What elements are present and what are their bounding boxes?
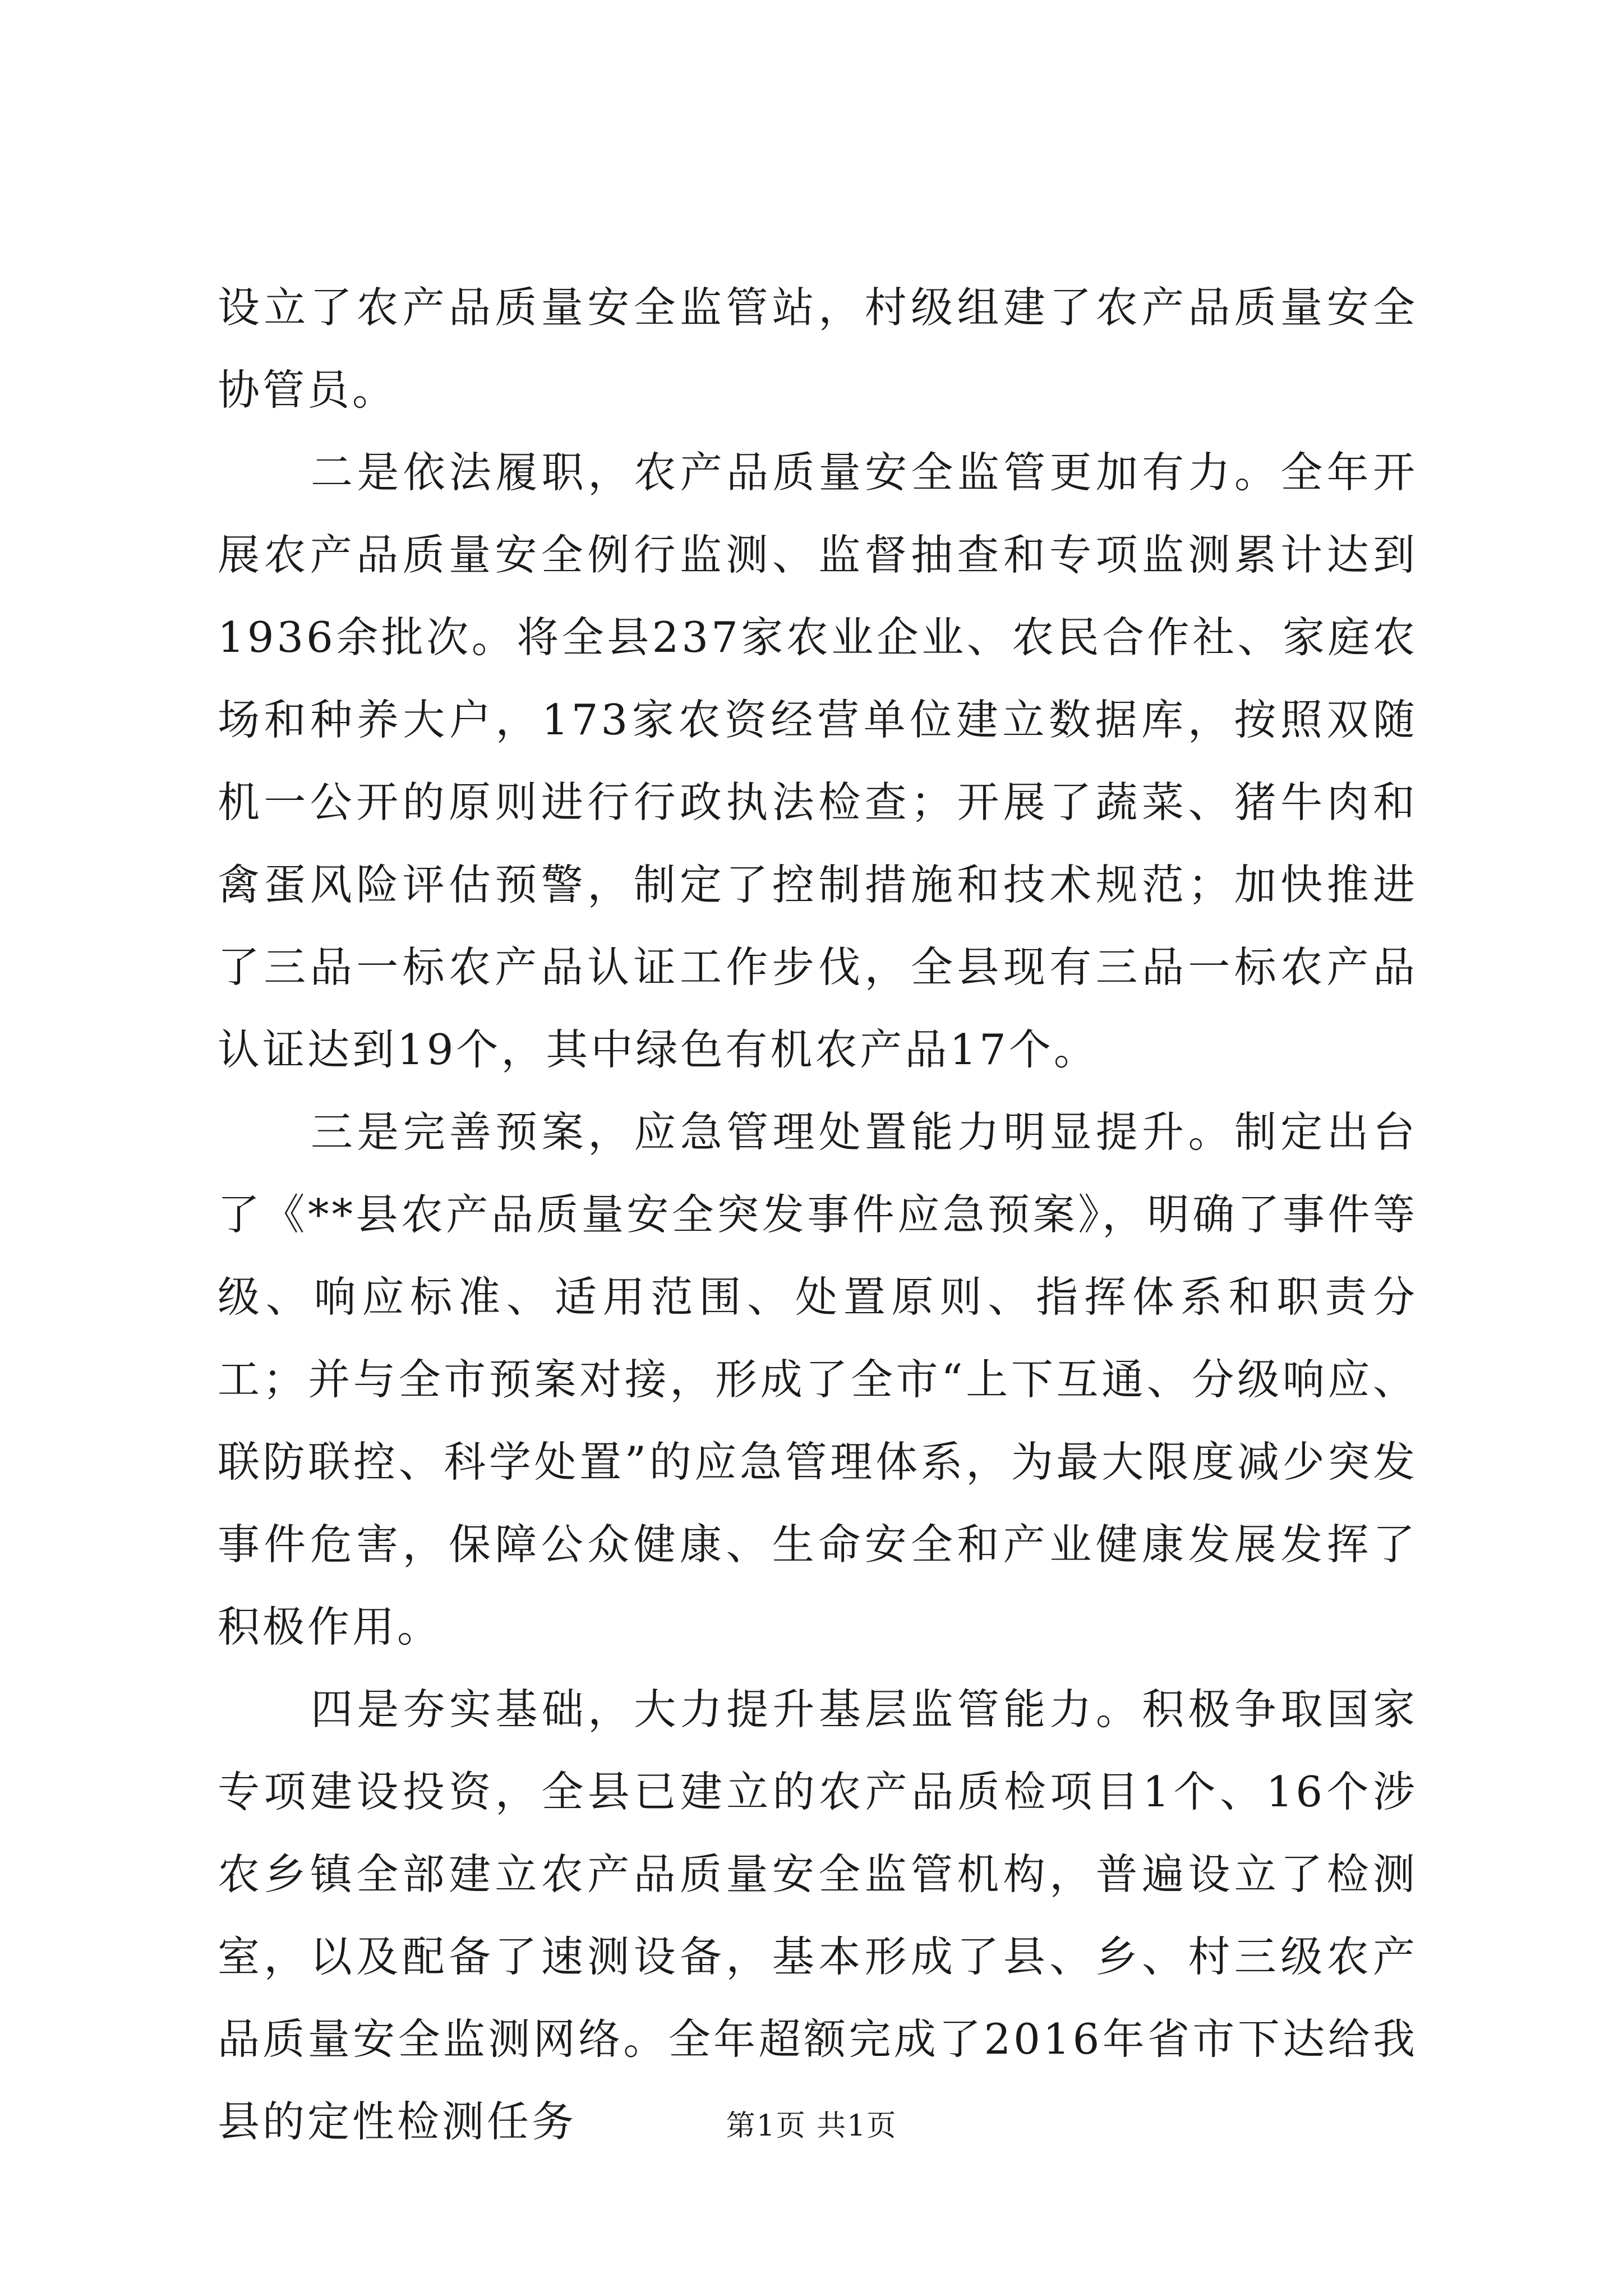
paragraph-three: 三是完善预案，应急管理处置能力明显提升。制定出台了《**县农产品质量安全突发事件应急预案》，明确了事件等级、响应标准、适用范围、处置原则、指挥体系和职责分工；并与全市预案对接，形成了全市“上下互通、分级响应、联防联控、科学处置”的应急管理体系，为最大限度减少突发事件危害，保障公众健康、生命安全和产业健康发展发挥了积极作用。: [218, 1107, 1418, 1651]
paragraph-two: 二是依法履职，农产品质量安全监管更加有力。全年开展农产品质量安全例行监测、监督抽查和专项监测累计达到1936余批次。将全县237家农业企业、农民合作社、家庭农场和种养大户，173家农资经营单位建立数据库，按照双随机一公开的原则进行行政执法检查；开展了蔬菜、猪牛肉和禽蛋风险评估预警，制定了控制措施和技术规范；加快推进了三品一标农产品认证工作步伐，全县现有三品一标农产品认证达到19个，其中绿色有机农产品17个。: [218, 448, 1418, 1074]
paragraph-continuation: 设立了农产品质量安全监管站，村级组建了农产品质量安全协管员。: [218, 283, 1418, 415]
page-footer: 第1页 共1页: [726, 2109, 897, 2143]
paragraph-four: 四是夯实基础，大力提升基层监管能力。积极争取国家专项建设投资，全县已建立的农产品质检项目1个、16个涉农乡镇全部建立农产品质量安全监管机构，普遍设立了检测室，以及配备了速测设备，基本形成了县、乡、村三级农产品质量安全监测网络。全年超额完成了2016年省市下达给我县的定性检测任务: [218, 1685, 1418, 2146]
body-text: [218, 266, 1418, 2163]
